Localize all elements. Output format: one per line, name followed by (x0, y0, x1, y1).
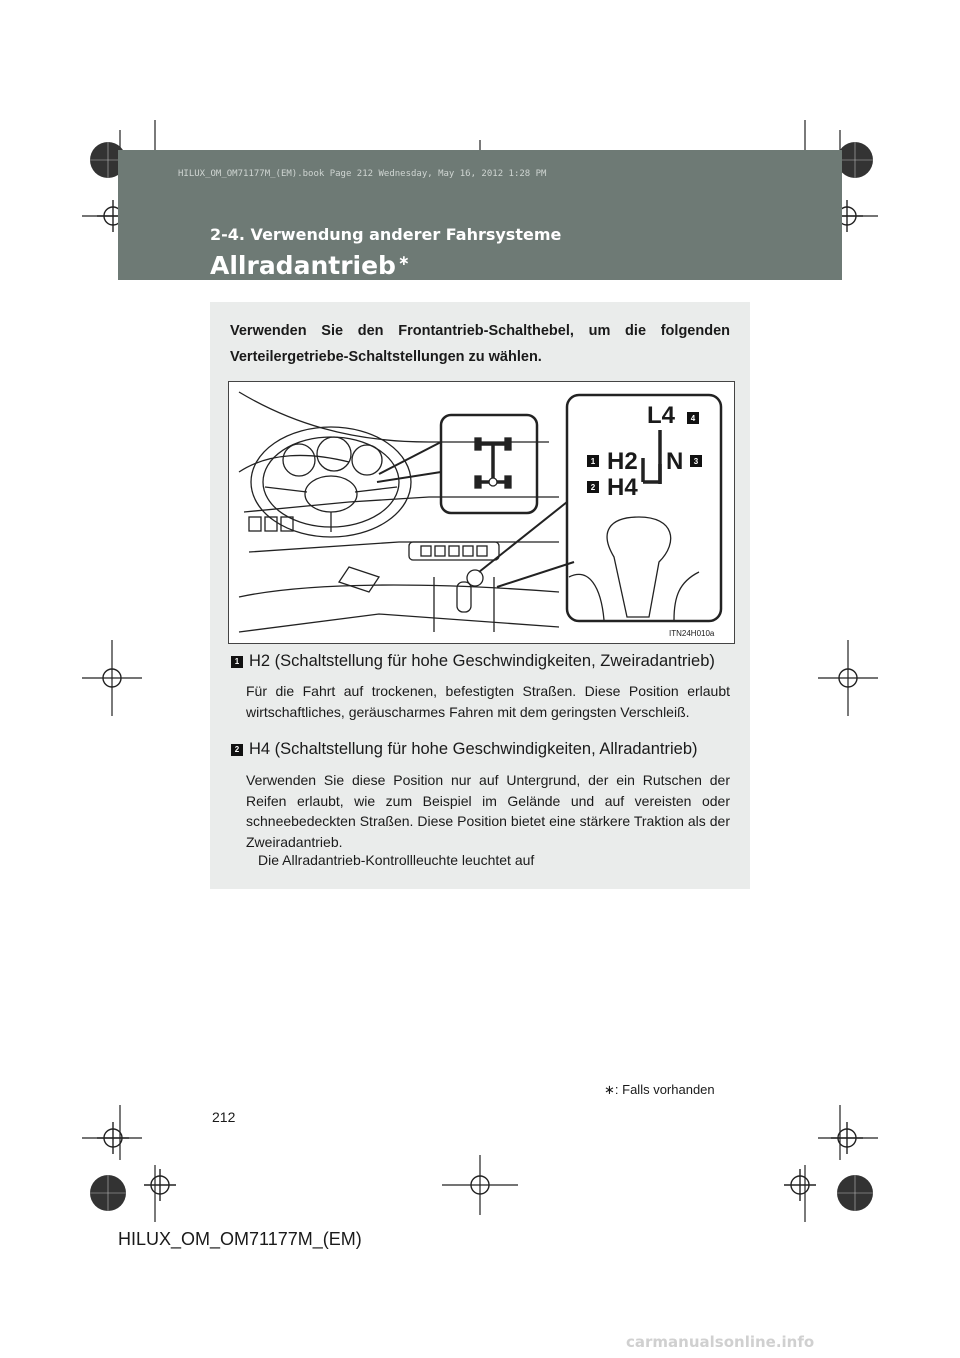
item-body-h2: Für die Fahrt auf trockenen, befestigten Straßen. Diese Position erlaubt wirtschaftliches, geräuscharmes Fahren mit dem geringsten Verschleiß. (246, 683, 730, 720)
document-code: HILUX_OM_OM71177M_(EM) (118, 1229, 362, 1249)
shift-label-h4: H4 (607, 474, 638, 501)
footnote-text: : Falls vorhanden (614, 1082, 715, 1097)
item-body-h4: Verwenden Sie diese Position nur auf Untergrund, der ein Rutschen der Reifen erlaubt, wie zum Beispiel im Gelände und auf vereisten oder schneebedeckten Straßen. Diese Position bietet eine stärkere Traktion als der Zweiradantrieb. (246, 772, 730, 850)
watermark: carmanualsonline.info (626, 1333, 815, 1351)
section-title: 2-4. Verwendung anderer Fahrsysteme (210, 225, 562, 244)
callout-3: 3 (690, 455, 702, 467)
dashboard-illustration (228, 381, 735, 644)
item-heading-text: H2 (Schaltstellung für hohe Geschwindigkeiten, Zweiradantrieb) (249, 652, 715, 670)
page-title (210, 251, 410, 280)
page-number: 212 (212, 1109, 236, 1125)
item-heading-text: H4 (Schaltstellung für hohe Geschwindigkeiten, Allradantrieb) (249, 740, 698, 758)
callout-1: 1 (587, 455, 599, 467)
item-heading-h2 (231, 652, 715, 671)
callout-2: 2 (587, 481, 599, 493)
callout-4: 4 (687, 412, 699, 424)
print-info: HILUX_OM_OM71177M_(EM).book Page 212 Wednesday, May 16, 2012 1:28 PM (178, 169, 547, 179)
item-number-2: 2 (231, 744, 243, 756)
title-mark: ∗ (397, 252, 410, 269)
shift-label-n: N (666, 448, 684, 475)
item-heading-h4 (231, 740, 698, 759)
item-number-1: 1 (231, 656, 243, 668)
intro-text: Verwenden Sie den Frontantrieb-Schalthebel, um die folgenden Verteilergetriebe-Schaltstellungen zu wählen. (230, 323, 730, 365)
shift-label-l4: L4 (647, 402, 676, 429)
shift-label-h2: H2 (607, 448, 638, 475)
item-note: Die Allradantrieb-Kontrollleuchte leuchtet auf (258, 852, 535, 868)
footnote (604, 1082, 715, 1098)
figure-code: ITN24H010a (669, 629, 715, 638)
footnote-mark: ∗ (604, 1082, 615, 1097)
page-title-text: Allradantrieb (210, 251, 396, 280)
